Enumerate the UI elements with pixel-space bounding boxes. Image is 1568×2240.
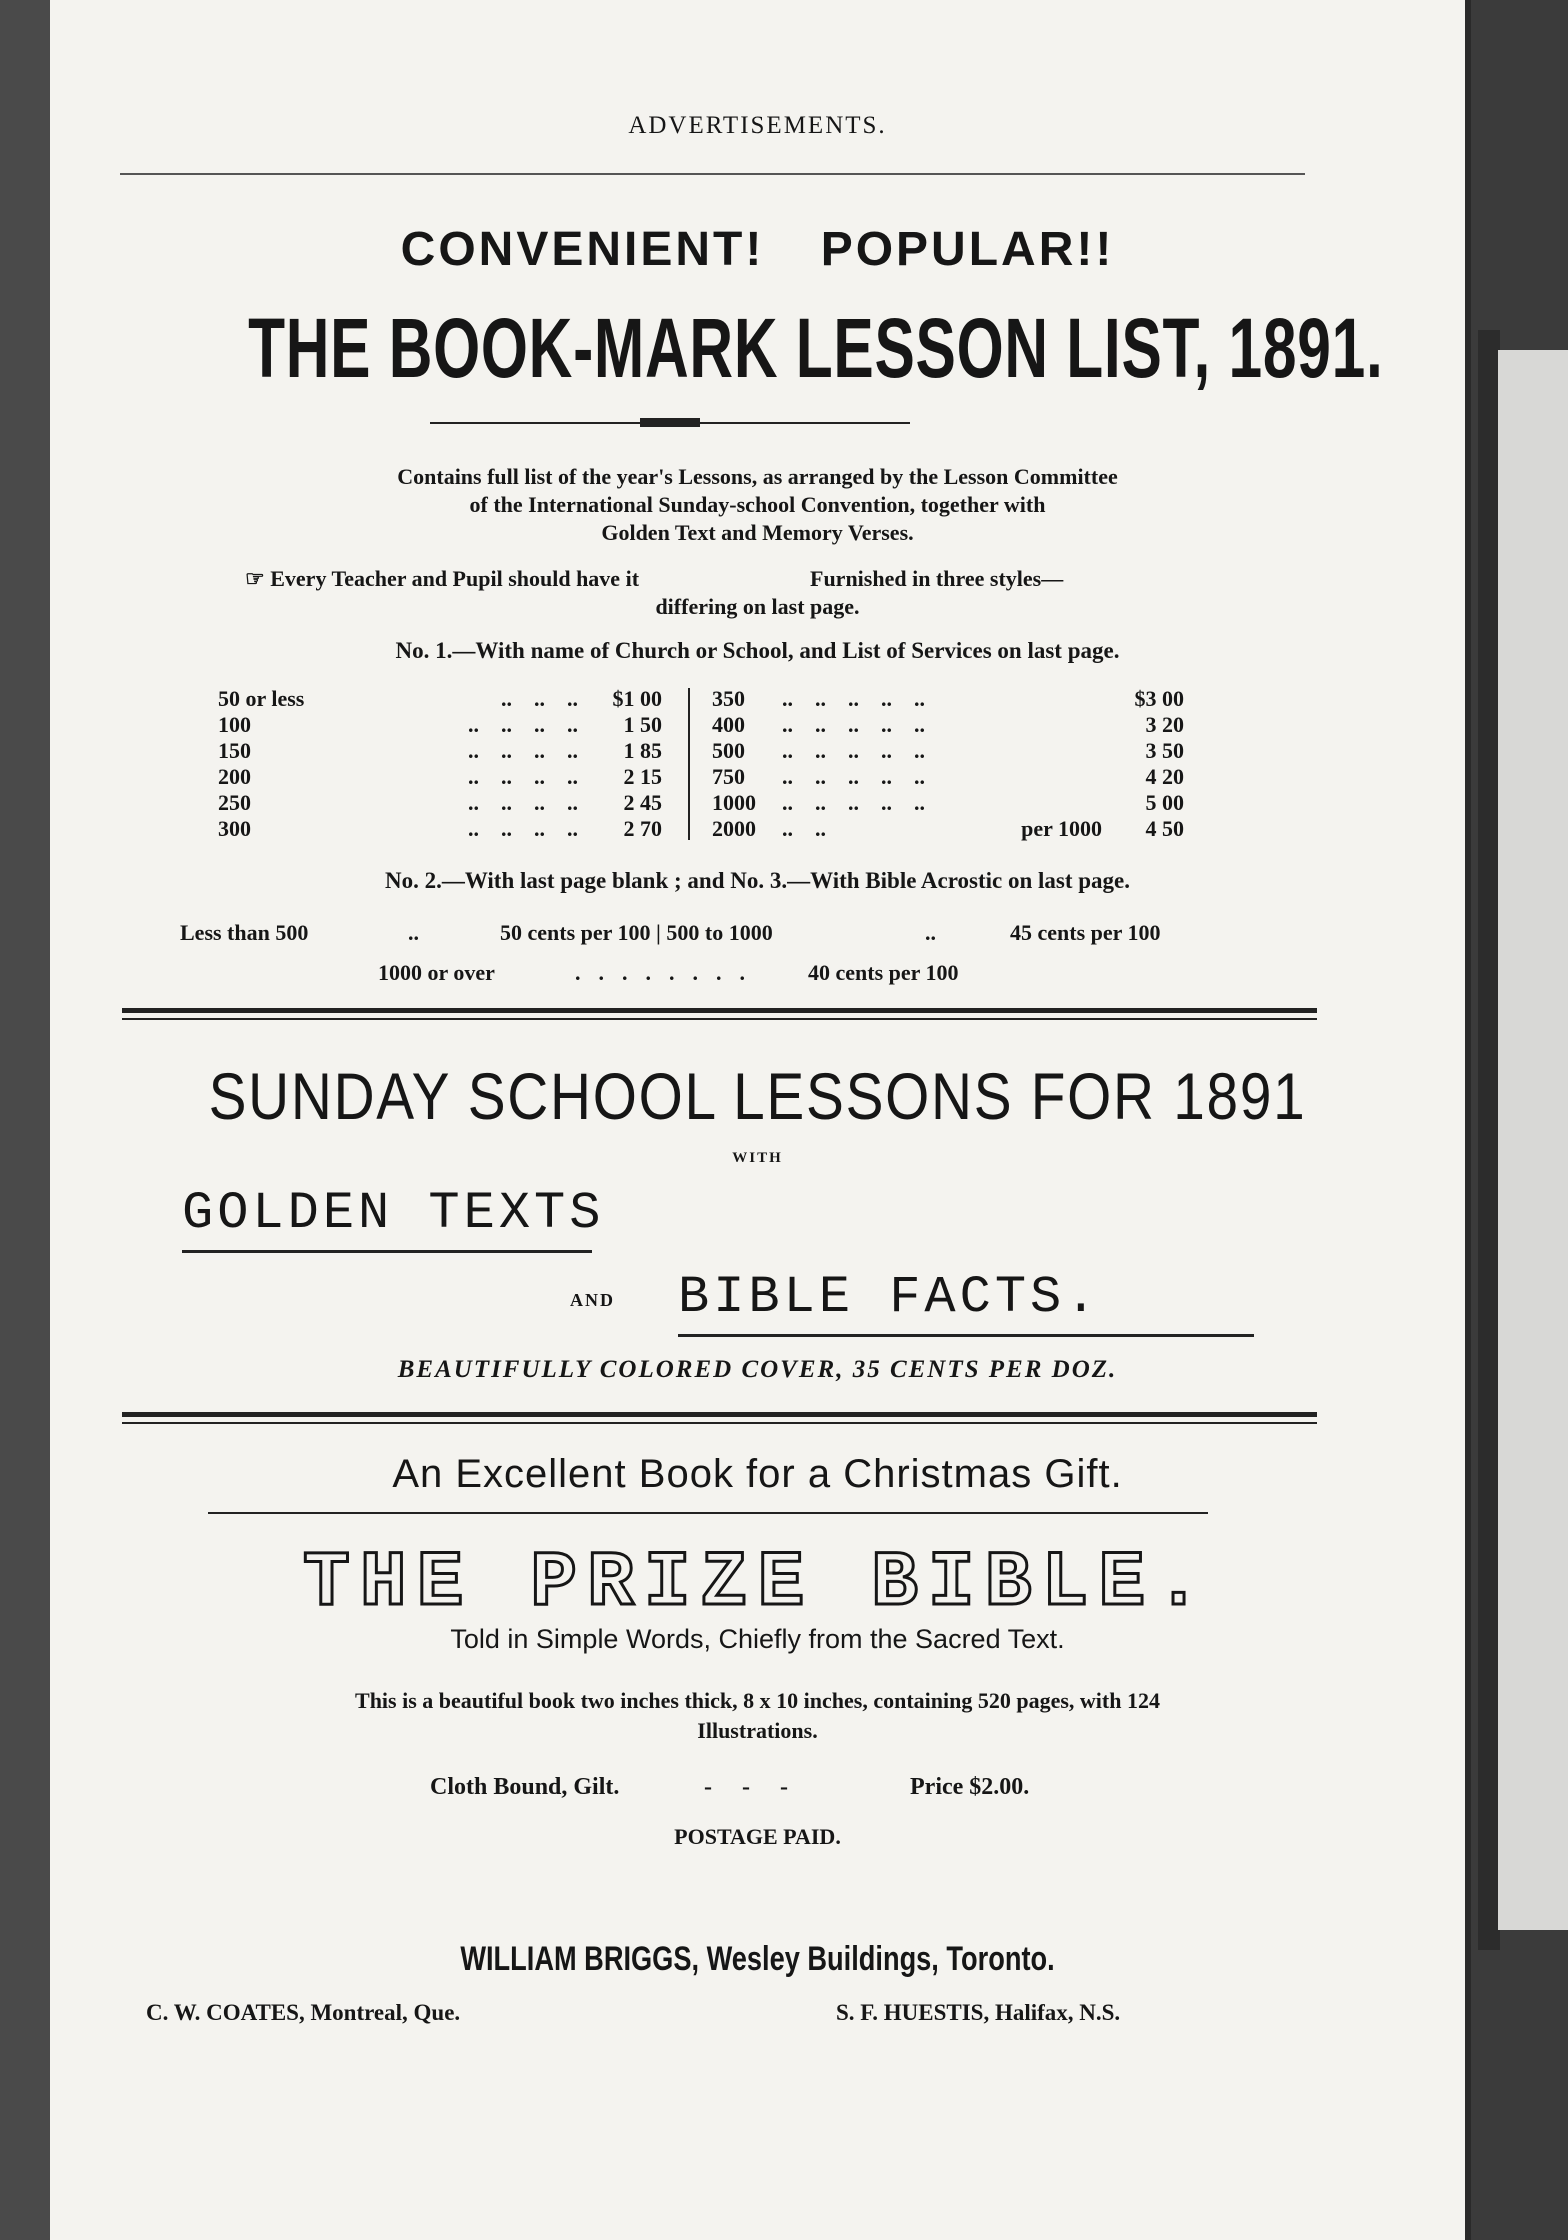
bookmark-title: THE BOOK-MARK LESSON LIST, 1891. [248, 301, 1384, 395]
price: $1 00 [612, 686, 662, 711]
price-row [218, 738, 662, 764]
leader-dots: .. .. .. .. .. [782, 790, 925, 815]
price: 4 50 [1145, 816, 1184, 841]
leader-dots: .. .. .. .. [468, 712, 578, 737]
price: 1 85 [623, 738, 662, 763]
binding: Cloth Bound, Gilt. [430, 1774, 620, 1800]
prize-subtitle: Told in Simple Words, Chiefly from the Sacred Text. [450, 1624, 1065, 1654]
prize-bible-title: THE PRIZE BIBLE. [303, 1540, 1212, 1628]
price: 2 15 [623, 764, 662, 789]
price-row [712, 738, 1184, 764]
publisher-main: WILLIAM BRIGGS, Wesley Buildings, Toronto. [460, 1940, 1055, 1978]
running-header: ADVERTISEMENTS. [628, 112, 887, 139]
price-row [218, 764, 662, 790]
leader-dots: .. .. .. .. [468, 816, 578, 841]
price-row [712, 790, 1184, 816]
description-line-2: of the International Sunday-school Convention, together with [469, 492, 1046, 517]
price-table-divider [688, 688, 690, 840]
slogan-line [50, 222, 1465, 277]
price-row [218, 712, 662, 738]
quantity: 150 [218, 738, 251, 763]
quantity: 350 [712, 686, 745, 711]
postage-paid: POSTAGE PAID. [674, 1824, 841, 1849]
leader-dots: .. .. .. .. .. [782, 764, 925, 789]
price: $3 00 [1134, 686, 1184, 711]
leader-dots: .. .. .. .. [468, 790, 578, 815]
section-divider-1b [122, 1018, 1317, 1020]
cover-price: BEAUTIFULLY COLORED COVER, 35 CENTS PER DOZ. [397, 1356, 1118, 1383]
bible-facts: BIBLE FACTS. [678, 1268, 1101, 1327]
price: 5 00 [1145, 790, 1184, 815]
no1-heading: No. 1.—With name of Church or School, and List of Services on last page. [395, 638, 1120, 663]
price-note: per 1000 [1021, 816, 1102, 841]
no2-45-cents: 45 cents per 100 [1010, 920, 1161, 945]
leader-dots: .. .. .. .. [468, 764, 578, 789]
price-row [712, 686, 1184, 712]
quantity: 2000 [712, 816, 756, 841]
styles-note: Furnished in three styles— [810, 566, 1064, 591]
publisher-montreal: C. W. COATES, Montreal, Que. [146, 2000, 461, 2025]
quantity: 250 [218, 790, 251, 815]
teacher-note: ☞ Every Teacher and Pupil should have it [245, 566, 640, 591]
price-table-right [712, 686, 1184, 842]
header-rule [120, 173, 1305, 175]
section-divider-2a [122, 1412, 1317, 1417]
golden-texts: GOLDEN TEXTS [182, 1184, 605, 1243]
price-row [218, 790, 662, 816]
no2-1000-or-over: 1000 or over [378, 960, 495, 985]
description-line-3: Golden Text and Memory Verses. [601, 520, 914, 545]
quantity: 300 [218, 816, 251, 841]
slogan-popular: POPULAR!! [820, 223, 1115, 276]
price: 2 45 [623, 790, 662, 815]
no2-40-cents: 40 cents per 100 [808, 960, 959, 985]
section-divider-2b [122, 1422, 1317, 1424]
section-divider-1a [122, 1008, 1317, 1013]
with-label: WITH [732, 1150, 783, 1166]
price-row [712, 816, 1184, 842]
price: 3 20 [1145, 712, 1184, 737]
quantity: 1000 [712, 790, 756, 815]
price-note [982, 764, 1114, 790]
styles-note-cont: differing on last page. [655, 594, 860, 619]
prize-desc-1: This is a beautiful book two inches thick, 8 x 10 inches, containing 520 pages, with 124 [355, 1688, 1160, 1713]
no2-dots-3: ........ [575, 960, 763, 985]
prize-desc-2: Illustrations. [697, 1718, 818, 1743]
price: Price $2.00. [910, 1774, 1030, 1800]
bible-facts-underline [678, 1334, 1254, 1337]
page-edge-shadow [1478, 330, 1500, 1950]
price-row [218, 816, 662, 842]
no2-dots-1: .. [408, 920, 419, 945]
next-page-edge [1498, 350, 1568, 1930]
publisher-halifax: S. F. HUESTIS, Halifax, N.S. [836, 2000, 1121, 2025]
price-row [218, 686, 662, 712]
no2-500-to-1000: 50 cents per 100 | 500 to 1000 [500, 920, 773, 945]
description-line-1: Contains full list of the year's Lessons, as arranged by the Lesson Committee [397, 464, 1118, 489]
price-note [982, 686, 1114, 712]
price-note [982, 738, 1114, 764]
price: 2 70 [623, 816, 662, 841]
leader-dots: .. .. .. [501, 686, 578, 711]
document-page [50, 0, 1465, 2240]
gift-underline [208, 1512, 1208, 1514]
leader-dots: .. .. .. .. .. [782, 686, 925, 711]
quantity: 500 [712, 738, 745, 763]
christmas-gift-line: An Excellent Book for a Christmas Gift. [392, 1452, 1123, 1496]
price-note [982, 790, 1114, 816]
price-table-left [218, 686, 662, 842]
slogan-convenient: CONVENIENT! [400, 223, 765, 276]
leader-dots: .. .. [782, 816, 826, 841]
quantity: 50 or less [218, 686, 305, 711]
binding-dashes: - - - [704, 1774, 788, 1800]
quantity: 400 [712, 712, 745, 737]
price: 4 20 [1145, 764, 1184, 789]
pointing-hand-icon: ☞ [245, 566, 265, 591]
leader-dots: .. .. .. .. [468, 738, 578, 763]
quantity: 100 [218, 712, 251, 737]
price-row [712, 712, 1184, 738]
and-label: AND [570, 1290, 615, 1310]
ornament-center [640, 418, 700, 427]
price: 3 50 [1145, 738, 1184, 763]
no2-heading: No. 2.—With last page blank ; and No. 3.—With Bible Acrostic on last page. [384, 868, 1131, 893]
leader-dots: .. .. .. .. .. [782, 738, 925, 763]
golden-underline [182, 1250, 592, 1253]
leader-dots: .. .. .. .. .. [782, 712, 925, 737]
price: 1 50 [623, 712, 662, 737]
quantity: 750 [712, 764, 745, 789]
price-note [982, 712, 1114, 738]
no2-dots-2: .. [925, 920, 936, 945]
quantity: 200 [218, 764, 251, 789]
sunday-title: SUNDAY SCHOOL LESSONS FOR 1891 [208, 1059, 1307, 1133]
no2-less-than-500: Less than 500 [180, 920, 309, 945]
price-row [712, 764, 1184, 790]
